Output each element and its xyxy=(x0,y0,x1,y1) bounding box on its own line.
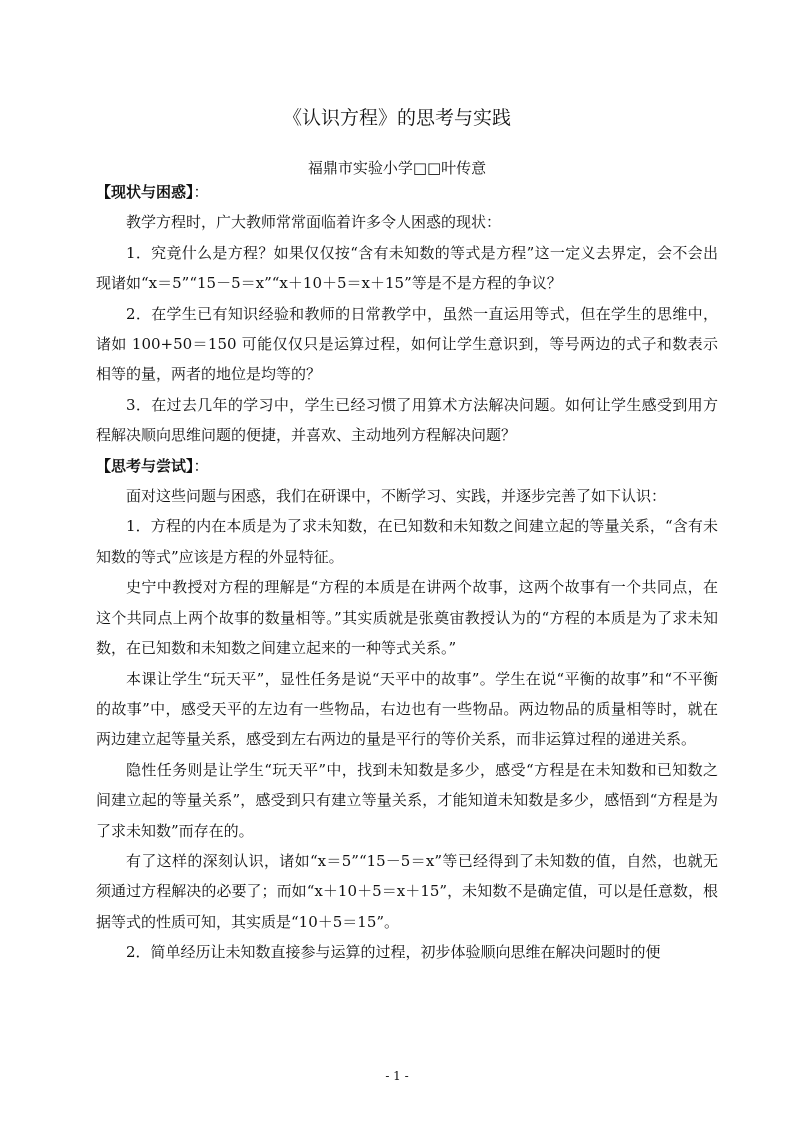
section-heading-thinking xyxy=(96,451,718,481)
paragraph-intro: 教学方程时，广大教师常常面临着许多令人困惑的现状： xyxy=(126,213,502,232)
paragraph-item-2: 2．在学生已有知识经验和教师的日常教学中，虽然一直运用等式，但在学生的思维中，诸如 100+50＝150 可能仅仅只是运算过程，如何让学生意识到，等号两边的式子和数表示相等的量，两者的地位是均等的？ xyxy=(96,304,718,384)
paragraph-thinking-intro: 面对这些问题与困惑，我们在研课中，不断学习、实践，并逐步完善了如下认识： xyxy=(126,487,667,506)
page-title: 《认识方程》的思考与实践 xyxy=(282,107,511,129)
section-heading-thinking-colon: ： xyxy=(193,456,209,475)
section-heading-status xyxy=(96,177,718,207)
paragraph-balance-explicit: 本课让学生“玩天平”，显性任务是说“天平中的故事”。学生在说“平衡的故事”和“不平衡的故事”中，感受天平的左边有一些物品，右边也有一些物品。两边物品的质量相等时，就在两边建立起等量关系，感受到左右两边的量是平行的等价关系，而非运算过程的递进关系。 xyxy=(96,669,718,749)
section-heading-status-colon: ： xyxy=(193,183,209,201)
section-heading-thinking-text: 【思考与尝试】 xyxy=(96,456,194,475)
section-heading-status-text: 【现状与困惑】 xyxy=(96,183,194,201)
paragraph-shi-ningzhong: 史宁中教授对方程的理解是“方程的本质是在讲两个故事，这两个故事有一个共同点，在这个共同点上两个故事的数量相等。”其实质就是张奠宙教授认为的“方程的本质是为了求未知数，在已知数和未知数之间建立起来的一种等式关系。” xyxy=(96,578,718,658)
paragraph-item-1: 1．究竟什么是方程？如果仅仅按“含有未知数的等式是方程”这一定义去界定，会不会出现诸如“x＝5”“15－5＝x”“x＋10＋5＝x＋15”等是不是方程的争议？ xyxy=(96,243,718,293)
page-number: - 1 - xyxy=(385,1069,409,1083)
paragraph-item-3: 3．在过去几年的学习中，学生已经习惯了用算术方法解决问题。如何让学生感受到用方程解决顺向思维问题的便捷，并喜欢、主动地列方程解决问题？ xyxy=(96,395,718,445)
paragraph-point-1: 1．方程的内在本质是为了求未知数，在已知数和未知数之间建立起的等量关系，“含有未知数的等式”应该是方程的外显特征。 xyxy=(96,517,718,566)
paragraph-balance-implicit: 隐性任务则是让学生“玩天平”中，找到未知数是多少，感受“方程是在未知数和已知数之间建立起的等量关系”，感受到只有建立等量关系，才能知道未知数是多少，感悟到“方程是为了求未知数”而存在的。 xyxy=(96,760,718,840)
paragraph-deep-understanding: 有了这样的深刻认识，诸如“x＝5”“15－5＝x”等已经得到了未知数的值，自然，也就无须通过方程解决的必要了；而如“x＋10＋5＝x＋15”，未知数不是确定值，可以是任意数，根据等式的性质可知，其实质是“10＋5＝15”。 xyxy=(96,851,718,931)
author-line: 福鼎市实验小学□□叶传意 xyxy=(307,159,487,177)
paragraph-point-2: 2．简单经历让未知数直接参与运算的过程，初步体验顺向思维在解决问题时的便 xyxy=(126,943,661,962)
document-body xyxy=(96,177,718,968)
